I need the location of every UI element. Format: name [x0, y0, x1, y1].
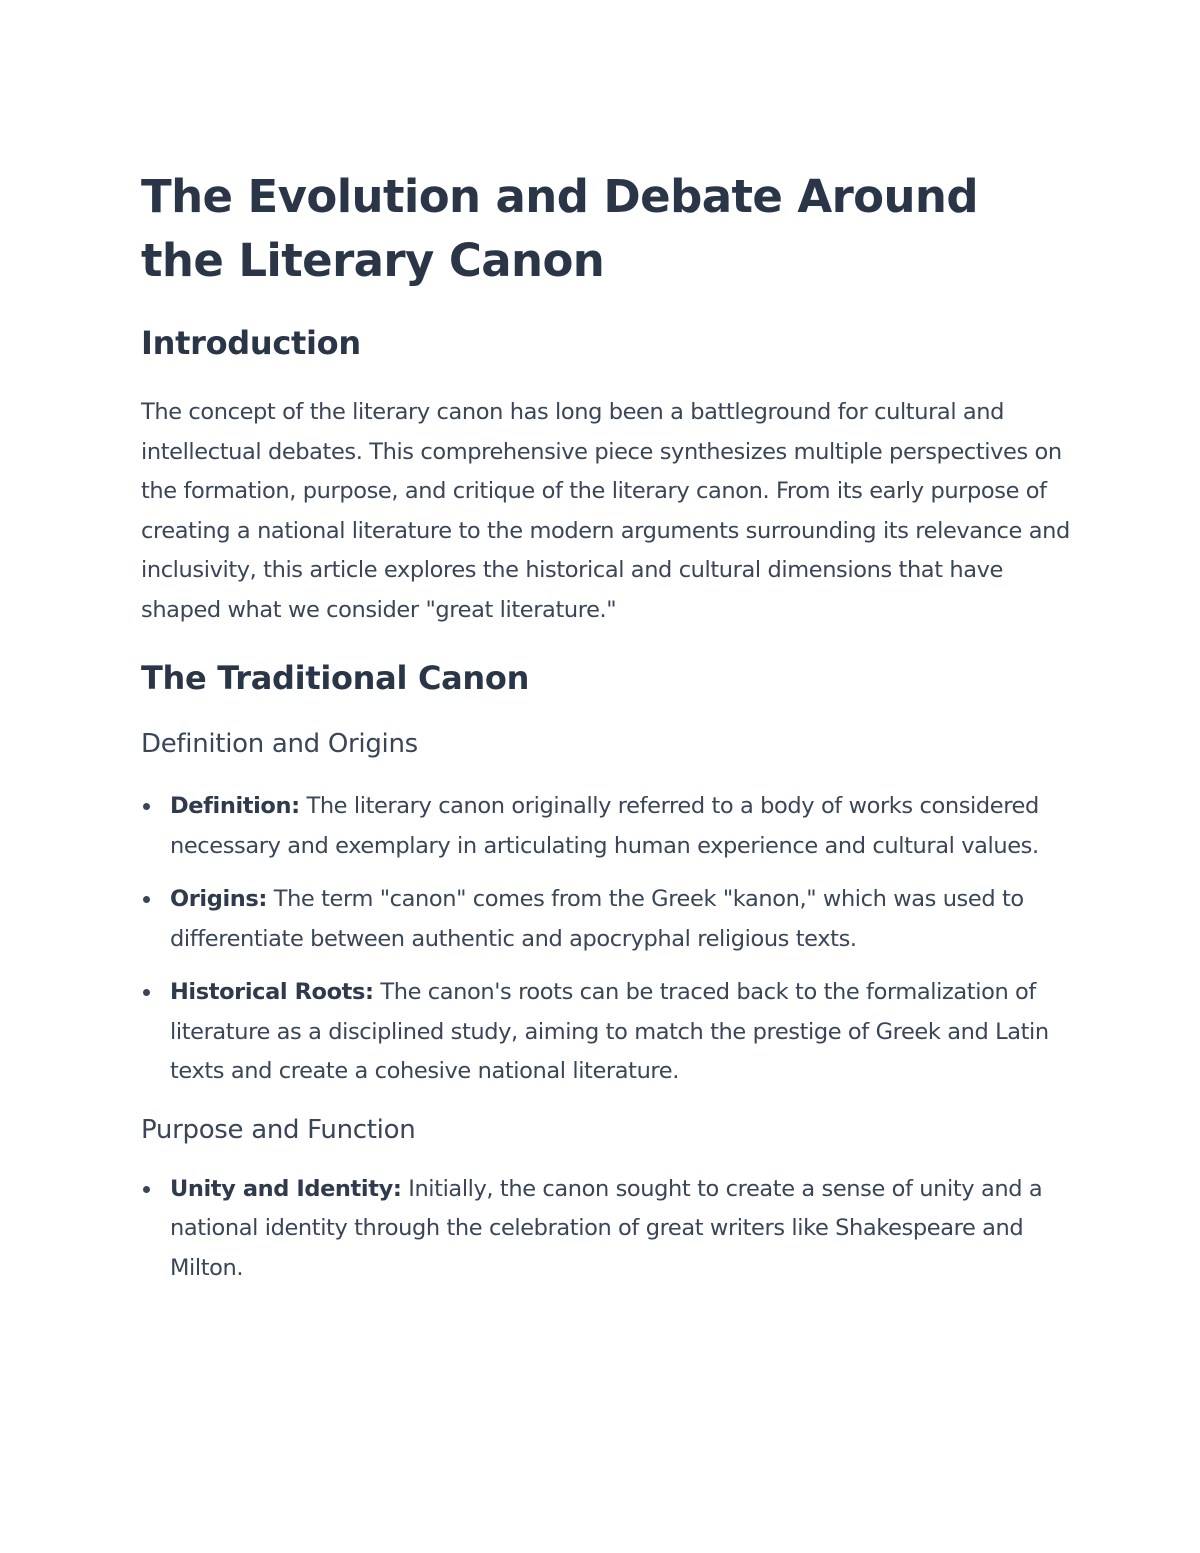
bullet-icon	[143, 896, 150, 903]
list-item-term: Unity and Identity:	[170, 1175, 402, 1202]
page-title: The Evolution and Debate Around the Literary Canon	[141, 170, 978, 287]
bullet-icon	[143, 989, 150, 996]
list-item-unity-identity	[141, 1170, 1071, 1289]
list-item-origins	[141, 880, 1071, 959]
list-item-term: Definition:	[170, 793, 300, 819]
traditional-canon-heading: The Traditional Canon	[141, 659, 530, 697]
list-item-text: The canon's roots can be traced back to the formalization of literature as a disciplined study, aiming to match the prestige of Greek and Latin texts and create a cohesive national literature.	[170, 979, 1049, 1084]
purpose-function-list	[141, 1170, 1071, 1289]
list-item-text: The literary canon originally referred to a body of works considered necessary and exemplary in articulating human experience and cultural values.	[170, 793, 1039, 859]
list-item-text: Initially, the canon sought to create a sense of unity and a national identity through the celebration of great writers like Shakespeare and Milton.	[170, 1175, 1043, 1281]
introduction-paragraph: The concept of the literary canon has long been a battleground for cultural and intellectual debates. This comprehensive piece synthesizes multiple perspectives on the formation, purpose, and critique of the literary canon. From its early purpose of creating a national literature to the modern arguments surrounding its relevance and inclusivity, this article explores the historical and cultural dimensions that have shaped what we consider "great literature."	[141, 399, 1070, 623]
list-item-historical-roots	[141, 973, 1071, 1092]
bullet-icon	[143, 1186, 150, 1193]
list-item-term: Origins:	[170, 886, 267, 912]
list-item-text: The term "canon" comes from the Greek "kanon," which was used to differentiate between authentic and apocryphal religious texts.	[170, 886, 1024, 952]
document-page	[141, 165, 1071, 1288]
list-item-term: Historical Roots:	[170, 979, 374, 1005]
definition-origins-list	[141, 787, 1071, 1092]
list-item-definition	[141, 787, 1071, 866]
purpose-function-heading: Purpose and Function	[141, 1114, 416, 1145]
definition-origins-heading: Definition and Origins	[141, 729, 418, 759]
introduction-heading: Introduction	[141, 324, 361, 362]
bullet-icon	[143, 803, 150, 810]
